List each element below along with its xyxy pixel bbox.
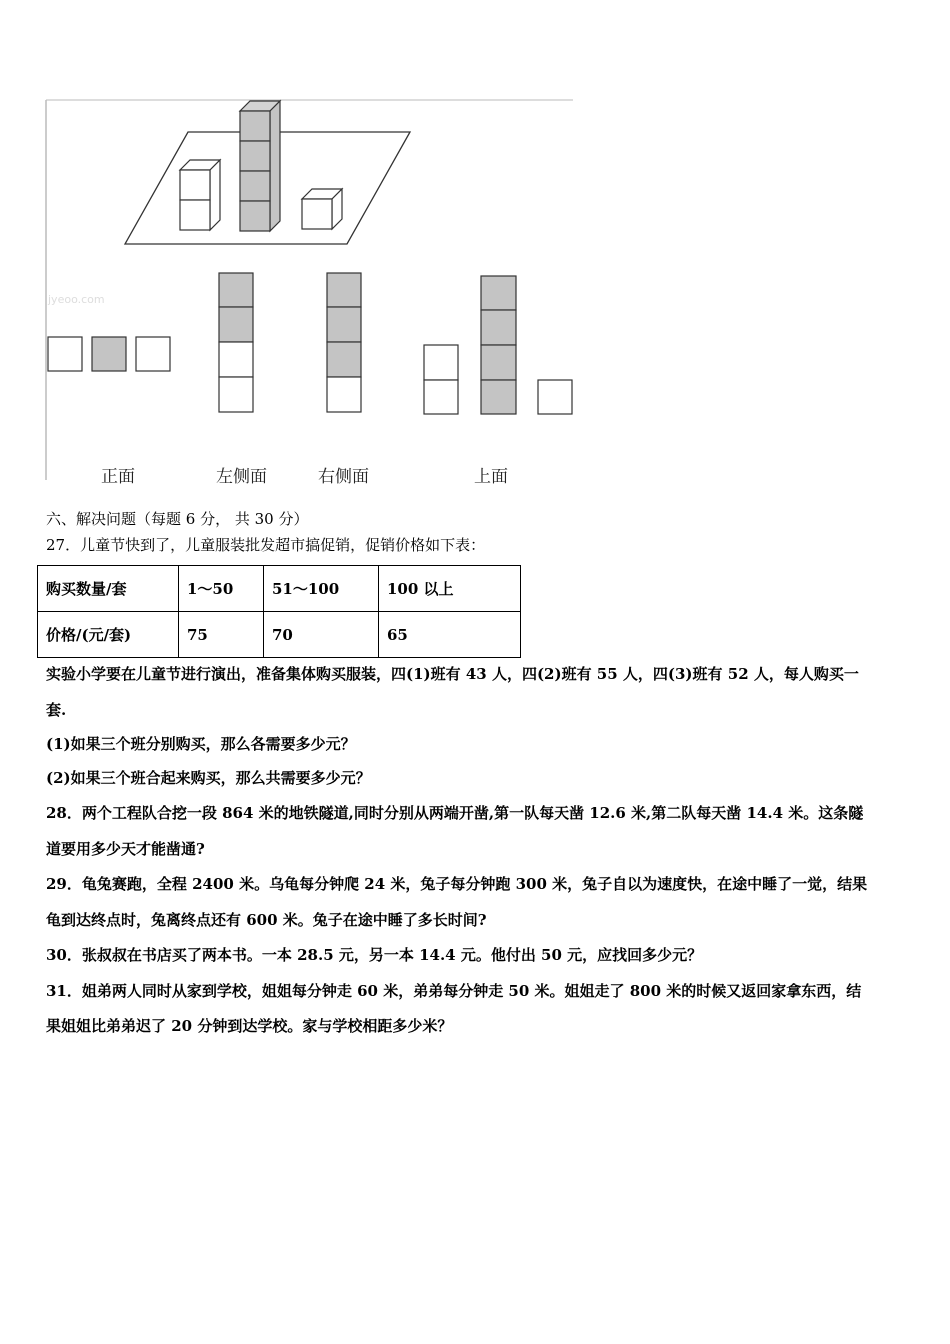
section-heading: 六、解决问题（每题 6 分， 共 30 分） xyxy=(46,510,309,528)
q30-line1: 30．张叔叔在书店买了两本书。一本 28.5 元，另一本 14.4 元。他付出 50 元，应找回多少元？ xyxy=(46,946,703,964)
front-view xyxy=(48,337,170,371)
q27-text-line1: 实验小学要在儿童节进行演出，准备集体购买服装，四(1)班有 43 人，四(2)班有 55 人，四(3)班有 52 人，每人购买一 xyxy=(46,665,859,683)
q27-intro: 27．儿童节快到了，儿童服装批发超市搞促销，促销价格如下表： xyxy=(46,536,486,554)
cube-views-figure xyxy=(0,0,950,500)
table-cell: 购买数量/套 xyxy=(38,566,179,612)
table-cell: 65 xyxy=(379,612,521,658)
cube-single-right xyxy=(302,189,342,229)
q27-text-line2: 套. xyxy=(46,701,67,719)
q27-sub2: (2)如果三个班合起来购买，那么共需要多少元？ xyxy=(46,769,371,787)
watermark-text: jyeoo.com xyxy=(48,293,105,306)
table-row xyxy=(38,612,521,658)
q29-line2: 龟到达终点时，兔离终点还有 600 米。兔子在途中睡了多长时间? xyxy=(46,911,487,929)
table-cell: 价格/(元/套) xyxy=(38,612,179,658)
q28-line1: 28．两个工程队合挖一段 864 米的地铁隧道,同时分别从两端开凿,第一队每天凿 12.6 米,第二队每天凿 14.4 米。这条隧 xyxy=(46,804,864,822)
table-cell: 51～100 xyxy=(264,566,379,612)
right-side-view xyxy=(327,273,361,412)
label-front-view: 正面 xyxy=(101,467,135,487)
cube-stack-left xyxy=(180,160,220,230)
table-cell: 75 xyxy=(179,612,264,658)
cube-views-diagram xyxy=(0,0,950,500)
q27-sub1: (1)如果三个班分别购买，那么各需要多少元？ xyxy=(46,735,356,753)
table-cell: 1～50 xyxy=(179,566,264,612)
label-top-view: 上面 xyxy=(474,467,508,487)
q28-line2: 道要用多少天才能凿通? xyxy=(46,840,205,858)
left-side-view xyxy=(219,273,253,412)
table-row xyxy=(38,566,521,612)
q31-line1: 31．姐弟两人同时从家到学校，姐姐每分钟走 60 米，弟弟每分钟走 50 米。姐姐走了 800 米的时候又返回家拿东西，结 xyxy=(46,982,862,1000)
q31-line2: 果姐姐比弟弟迟了 20 分钟到达学校。家与学校相距多少米？ xyxy=(46,1017,453,1035)
q29-line1: 29．龟兔赛跑，全程 2400 米。乌龟每分钟爬 24 米，兔子每分钟跑 300 米，兔子自以为速度快，在途中睡了一觉，结果 xyxy=(46,875,868,893)
cube-stack-middle xyxy=(240,101,280,231)
label-left-side-view: 左侧面 xyxy=(216,467,267,487)
table-cell: 100 以上 xyxy=(379,566,521,612)
price-table xyxy=(37,565,521,658)
top-view xyxy=(424,276,572,414)
table-cell: 70 xyxy=(264,612,379,658)
label-right-side-view: 右侧面 xyxy=(318,467,369,487)
